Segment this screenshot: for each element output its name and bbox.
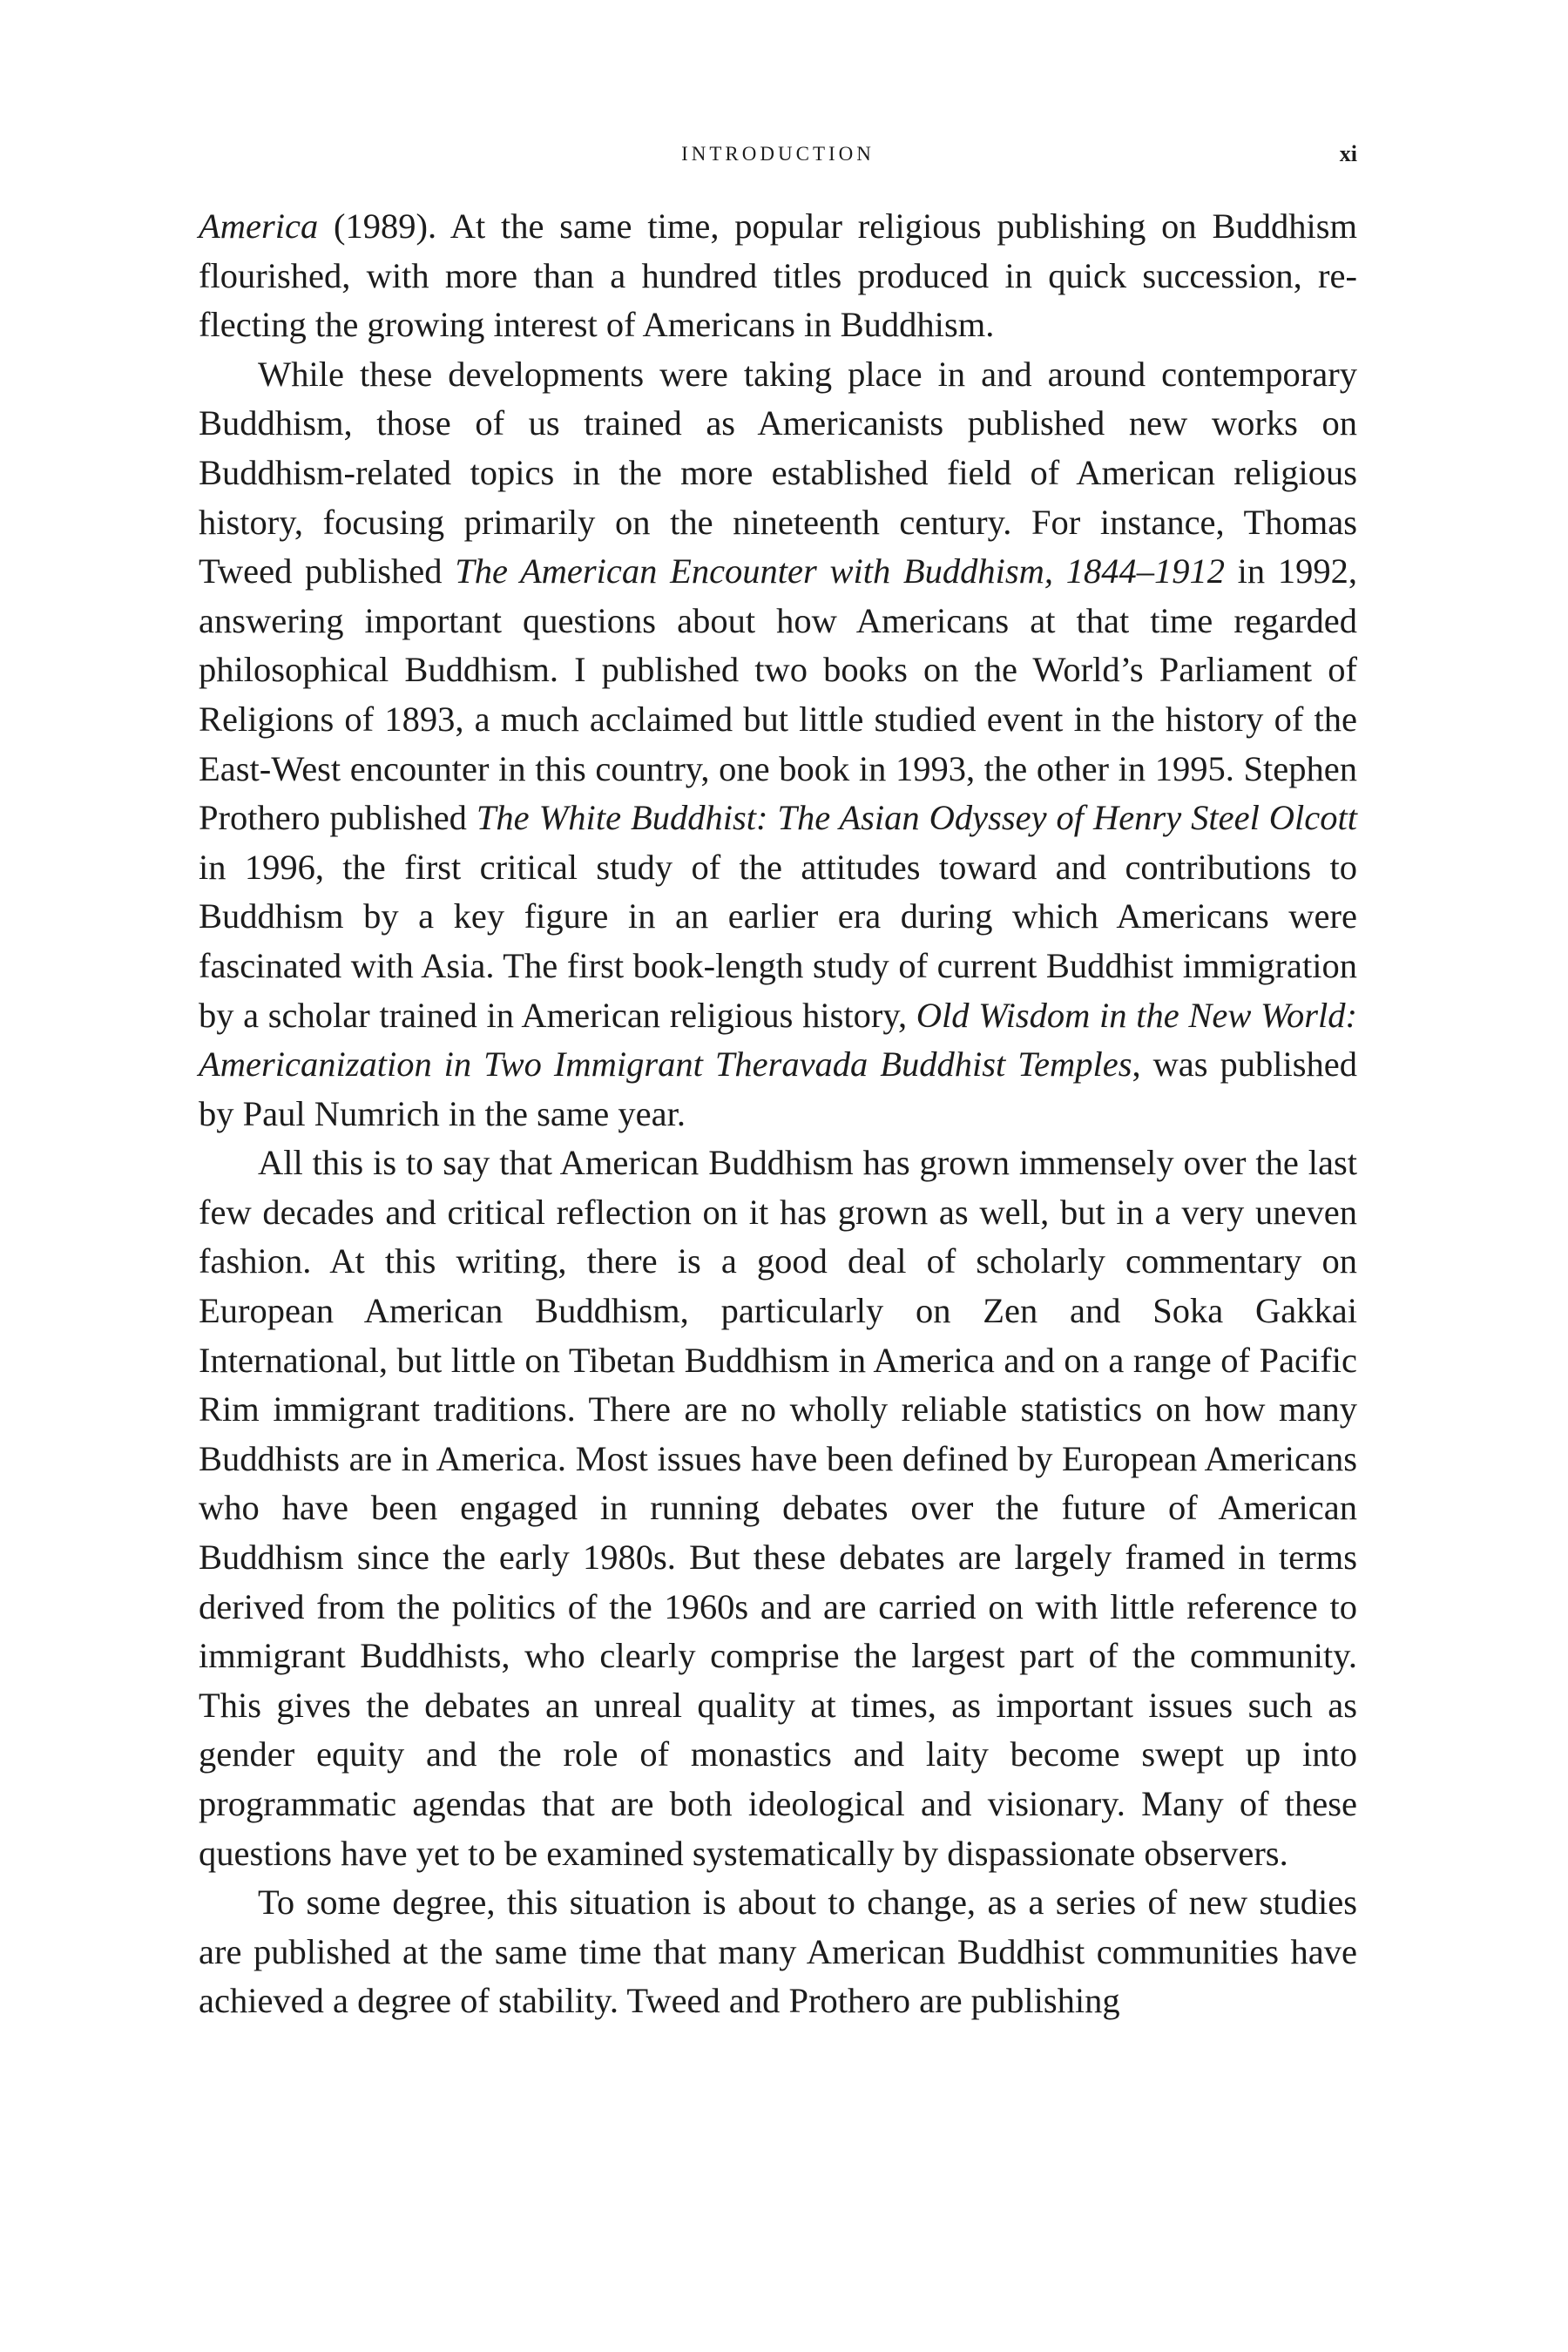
text-segment: To some degree, this situation is about to change, as a series of new studies are published at the same time that many American Buddhist communities have achieved a degree of stability. Tweed and Prothero are publishing xyxy=(199,1882,1357,2021)
paragraph-3 xyxy=(199,1139,1357,1878)
text-segment: , was published by Paul Numrich in the same year. xyxy=(199,1044,1357,1133)
text-segment: All this is to say that American Buddhism has grown immensely over the last few decades and critical reflection on it has grown as well, but in a very uneven fashion. At this writing, there is a good deal of scholarly commentary on European American Buddhism, particularly on Zen and Soka Gakkai International, but little on Tibetan Buddhism in America and on a range of Pacific Rim immigrant traditions. There are no wholly reliable statistics on how many Buddhists are in America. Most issues have been defined by European Americans who have been engaged in running debates over the future of American Buddhism since the early 1980s. But these debates are largely framed in terms derived from the politics of the 1960s and are carried on with little reference to immigrant Buddhists, who clearly comprise the largest part of the community. This gives the debates an unreal quality at times, as important issues such as gender equity and the role of monastics and laity become swept up into programmatic agendas that are both ideological and visionary. Many of these questions have yet to be examined systematically by dispassionate observers. xyxy=(199,1143,1357,1873)
paragraph-1 xyxy=(199,202,1357,350)
text-segment: in 1996, the first critical study of the attitudes toward and contributions to Buddhism by a key figure in an earlier era during which Americans were fascinated with Asia. The first book-length study of current Buddhist immigration by a scholar trained in American religious history, xyxy=(199,847,1357,1035)
page-number: xi xyxy=(1339,141,1357,166)
paragraph-2 xyxy=(199,350,1357,1139)
book-title: The White Buddhist: The Asian Odyssey of Henry Steel Olcott xyxy=(476,798,1358,838)
running-title: INTRODUCTION xyxy=(681,143,875,165)
text-segment: America xyxy=(199,206,319,246)
paragraph-4 xyxy=(199,1878,1357,2026)
text-segment: (1989). At the same time, popular religious publishing on Buddhism flourished, with more than a hundred titles produced in quick succession, reflecting the growing interest of Americans in Buddhism. xyxy=(199,206,1357,345)
text-segment: in 1992, answering important questions about how Americans at that time regarded philosophical Buddhism. I published two books on the World’s Parliament of Religions of 1893, a much acclaimed but little studied event in the history of the East-West encounter in this country, one book in 1993, the other in 1995. Stephen Prothero published xyxy=(199,551,1357,838)
text-segment: While these developments were taking place in and around contemporary Buddhism, those of us trained as Americanists published new works on Buddhism-related topics in the more established field of American religious history, focusing primarily on the nineteenth century. For instance, Thomas Tweed published xyxy=(199,354,1357,591)
book-title: The American Encounter with Buddhism, 1844–1912 xyxy=(455,551,1225,591)
book-title: Old Wisdom in the New World: Americanization in Two Immigrant Theravada Buddhist Temples xyxy=(199,995,1357,1085)
body-text xyxy=(199,202,1357,2026)
running-head xyxy=(199,137,1357,172)
